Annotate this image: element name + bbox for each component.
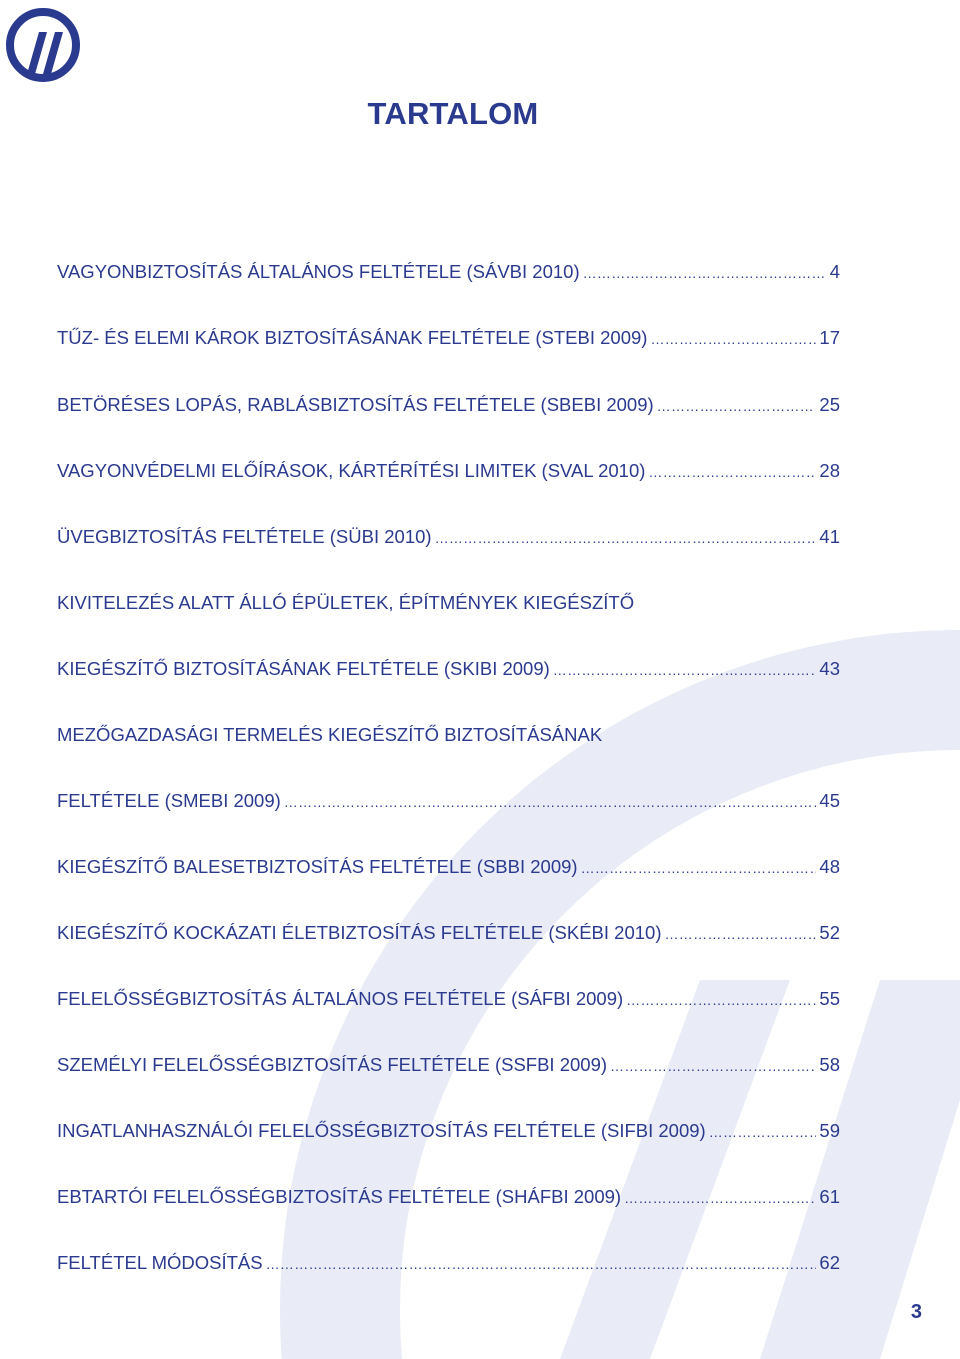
toc-entry[interactable]: KIEGÉSZÍTŐ BIZTOSÍTÁSÁNAK FELTÉTELE (SKIBI 2009) ………………………………………………………………………………………………………………………………………… 43 [57, 657, 840, 682]
toc-entry[interactable]: ÜVEGBIZTOSÍTÁS FELTÉTELE (SÜBI 2010) ………………………………………………………………………………………………………………………………………… 41 [57, 525, 840, 550]
toc-entry[interactable]: FELTÉTEL MÓDOSÍTÁS ………………………………………………………………………………………………………………………………………… 62 [57, 1251, 840, 1276]
toc-entry[interactable]: VAGYONVÉDELMI ELŐÍRÁSOK, KÁRTÉRÍTÉSI LIMITEK (SVAL 2010) ………………………………………………………………………………………………………………………………………… 28 [57, 459, 840, 484]
toc-entry[interactable]: FELELŐSSÉGBIZTOSÍTÁS ÁLTALÁNOS FELTÉTELE (SÁFBI 2009) ………………………………………………………………………………………………………………………………………… 55 [57, 987, 840, 1012]
toc-entry[interactable]: TŰZ- ÉS ELEMI KÁROK BIZTOSÍTÁSÁNAK FELTÉTELE (STEBI 2009) ………………………………………………………………………………………………………………………………………… 17 [57, 326, 840, 351]
toc-entry-continued[interactable]: KIVITELEZÉS ALATT ÁLLÓ ÉPÜLETEK, ÉPÍTMÉNYEK KIEGÉSZÍTŐ [57, 592, 635, 613]
page-title: TARTALOM [367, 96, 539, 131]
page-number: 3 [910, 1301, 922, 1323]
toc-entry[interactable]: SZEMÉLYI FELELŐSSÉGBIZTOSÍTÁS FELTÉTELE (SSFBI 2009) ………………………………………………………………………………………………………………………………………… 58 [57, 1053, 840, 1078]
company-logo-icon [5, 4, 81, 86]
toc-entry-continued[interactable]: MEZŐGAZDASÁGI TERMELÉS KIEGÉSZÍTŐ BIZTOSÍTÁSÁNAK [57, 724, 603, 745]
toc-entry[interactable]: BETÖRÉSES LOPÁS, RABLÁSBIZTOSÍTÁS FELTÉTELE (SBEBI 2009) ………………………………………………………………………………………………………………………………………… 25 [57, 393, 840, 418]
toc-entry[interactable]: FELTÉTELE (SMEBI 2009) ………………………………………………………………………………………………………………………………………… 45 [57, 789, 840, 814]
toc-entry[interactable]: KIEGÉSZÍTŐ KOCKÁZATI ÉLETBIZTOSÍTÁS FELTÉTELE (SKÉBI 2010) ………………………………………………………………………………………………………………………………………… 52 [57, 921, 840, 946]
toc-entry[interactable]: KIEGÉSZÍTŐ BALESETBIZTOSÍTÁS FELTÉTELE (SBBI 2009) ………………………………………………………………………………………………………………………………………… 48 [57, 855, 840, 880]
toc-entry[interactable]: VAGYONBIZTOSÍTÁS ÁLTALÁNOS FELTÉTELE (SÁVBI 2010) ………………………………………………………………………………………………………………………………………… 4 [57, 260, 840, 285]
toc-entry[interactable]: INGATLANHASZNÁLÓI FELELŐSSÉGBIZTOSÍTÁS FELTÉTELE (SIFBI 2009) ………………………………………………………………………………………………………………………………………… 59 [57, 1119, 840, 1144]
toc-entry[interactable]: EBTARTÓI FELELŐSSÉGBIZTOSÍTÁS FELTÉTELE (SHÁFBI 2009) ………………………………………………………………………………………………………………………………………… 61 [57, 1185, 840, 1210]
